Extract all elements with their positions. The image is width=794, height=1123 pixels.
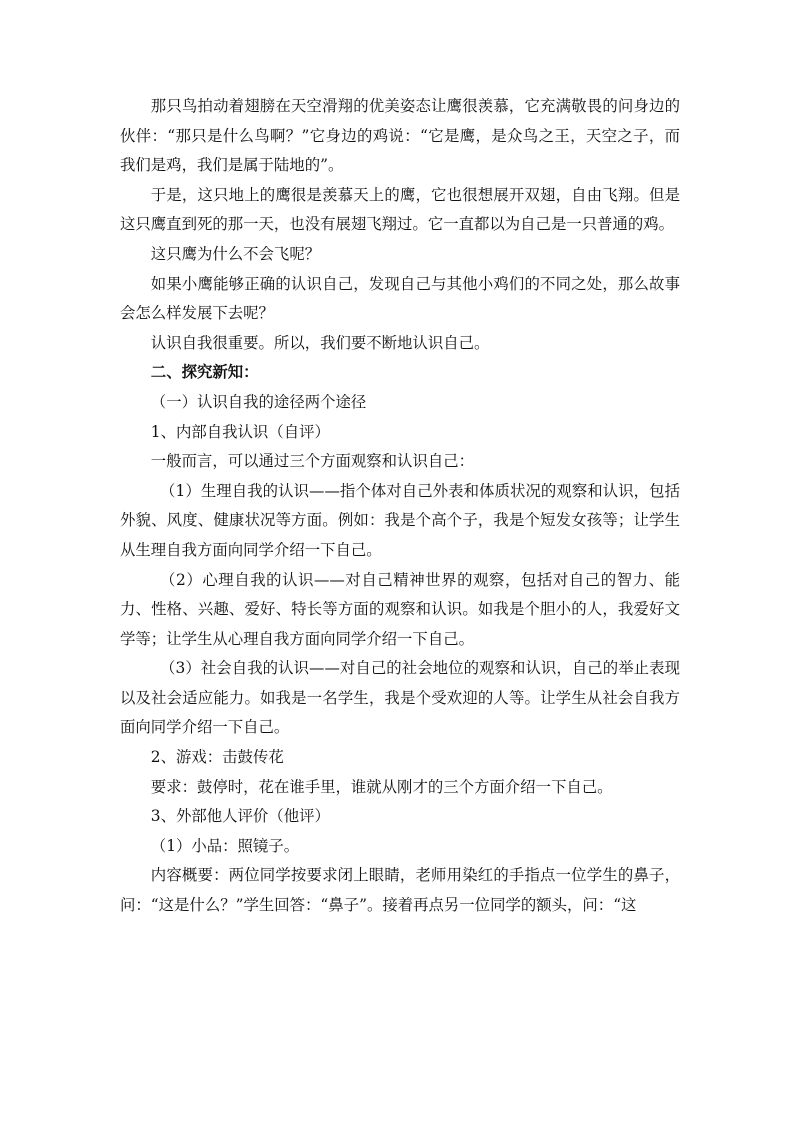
paragraph: 如果小鹰能够正确的认识自己，发现自己与其他小鸡们的不同之处，那么故事会怎么样发展下去呢？ xyxy=(120,274,680,323)
subsection-heading: 1、内部自我认识（自评） xyxy=(150,422,330,441)
list-item: （1）生理自我的认识——指个体对自己外表和体质状况的观察和认识，包括外貌、风度、健康状况等方面。例如：我是个高个子，我是个短发女孩等；让学生从生理自我方面向同学介绍一下自己。 xyxy=(120,481,680,559)
paragraph: 内容概要：两位同学按要求闭上眼睛，老师用染红的手指点一位学生的鼻子，问：“这是什么？”学生回答：“鼻子”。接着再点另一位同学的额头，问：“这 xyxy=(120,866,680,915)
subsection-heading: 3、外部他人评价（他评） xyxy=(150,807,330,826)
paragraph: 于是，这只地上的鹰很是羡慕天上的鹰，它也很想展开双翅，自由飞翔。但是这只鹰直到死的那一天，也没有展翅飞翔过。它一直都以为自己是一只普通的鸡。 xyxy=(120,185,680,234)
document-page xyxy=(120,92,680,921)
paragraph: 那只鸟拍动着翅膀在天空滑翔的优美姿态让鹰很羡慕，它充满敬畏的问身边的伙伴：“那只是什么鸟啊？”它身边的鸡说：“它是鹰，是众鸟之王，天空之子，而我们是鸡，我们是属于陆地的”。 xyxy=(120,97,680,175)
paragraph: 一般而言，可以通过三个方面观察和认识自己： xyxy=(150,452,475,471)
paragraph: 要求：鼓停时，花在谁手里，谁就从刚才的三个方面介绍一下自己。 xyxy=(150,777,613,796)
subsection-heading: 2、游戏：击鼓传花 xyxy=(150,748,284,767)
list-item: （1）小品：照镜子。 xyxy=(150,836,300,855)
list-item: （3）社会自我的认识——对自己的社会地位的观察和认识，自己的举止表现以及社会适应能力。如我是一名学生，我是个受欢迎的人等。让学生从社会自我方面向同学介绍一下自己。 xyxy=(120,659,680,737)
list-item: （2）心理自我的认识——对自己精神世界的观察，包括对自己的智力、能力、性格、兴趣、爱好、特长等方面的观察和认识。如我是个胆小的人，我爱好文学等；让学生从心理自我方面向同学介绍一下自己。 xyxy=(120,570,680,648)
paragraph: 这只鹰为什么不会飞呢？ xyxy=(150,244,321,263)
section-heading: 二、探究新知： xyxy=(150,363,259,382)
subsection-heading: （一）认识自我的途径两个途径 xyxy=(150,392,367,411)
paragraph: 认识自我很重要。所以，我们要不断地认识自己。 xyxy=(150,333,490,352)
